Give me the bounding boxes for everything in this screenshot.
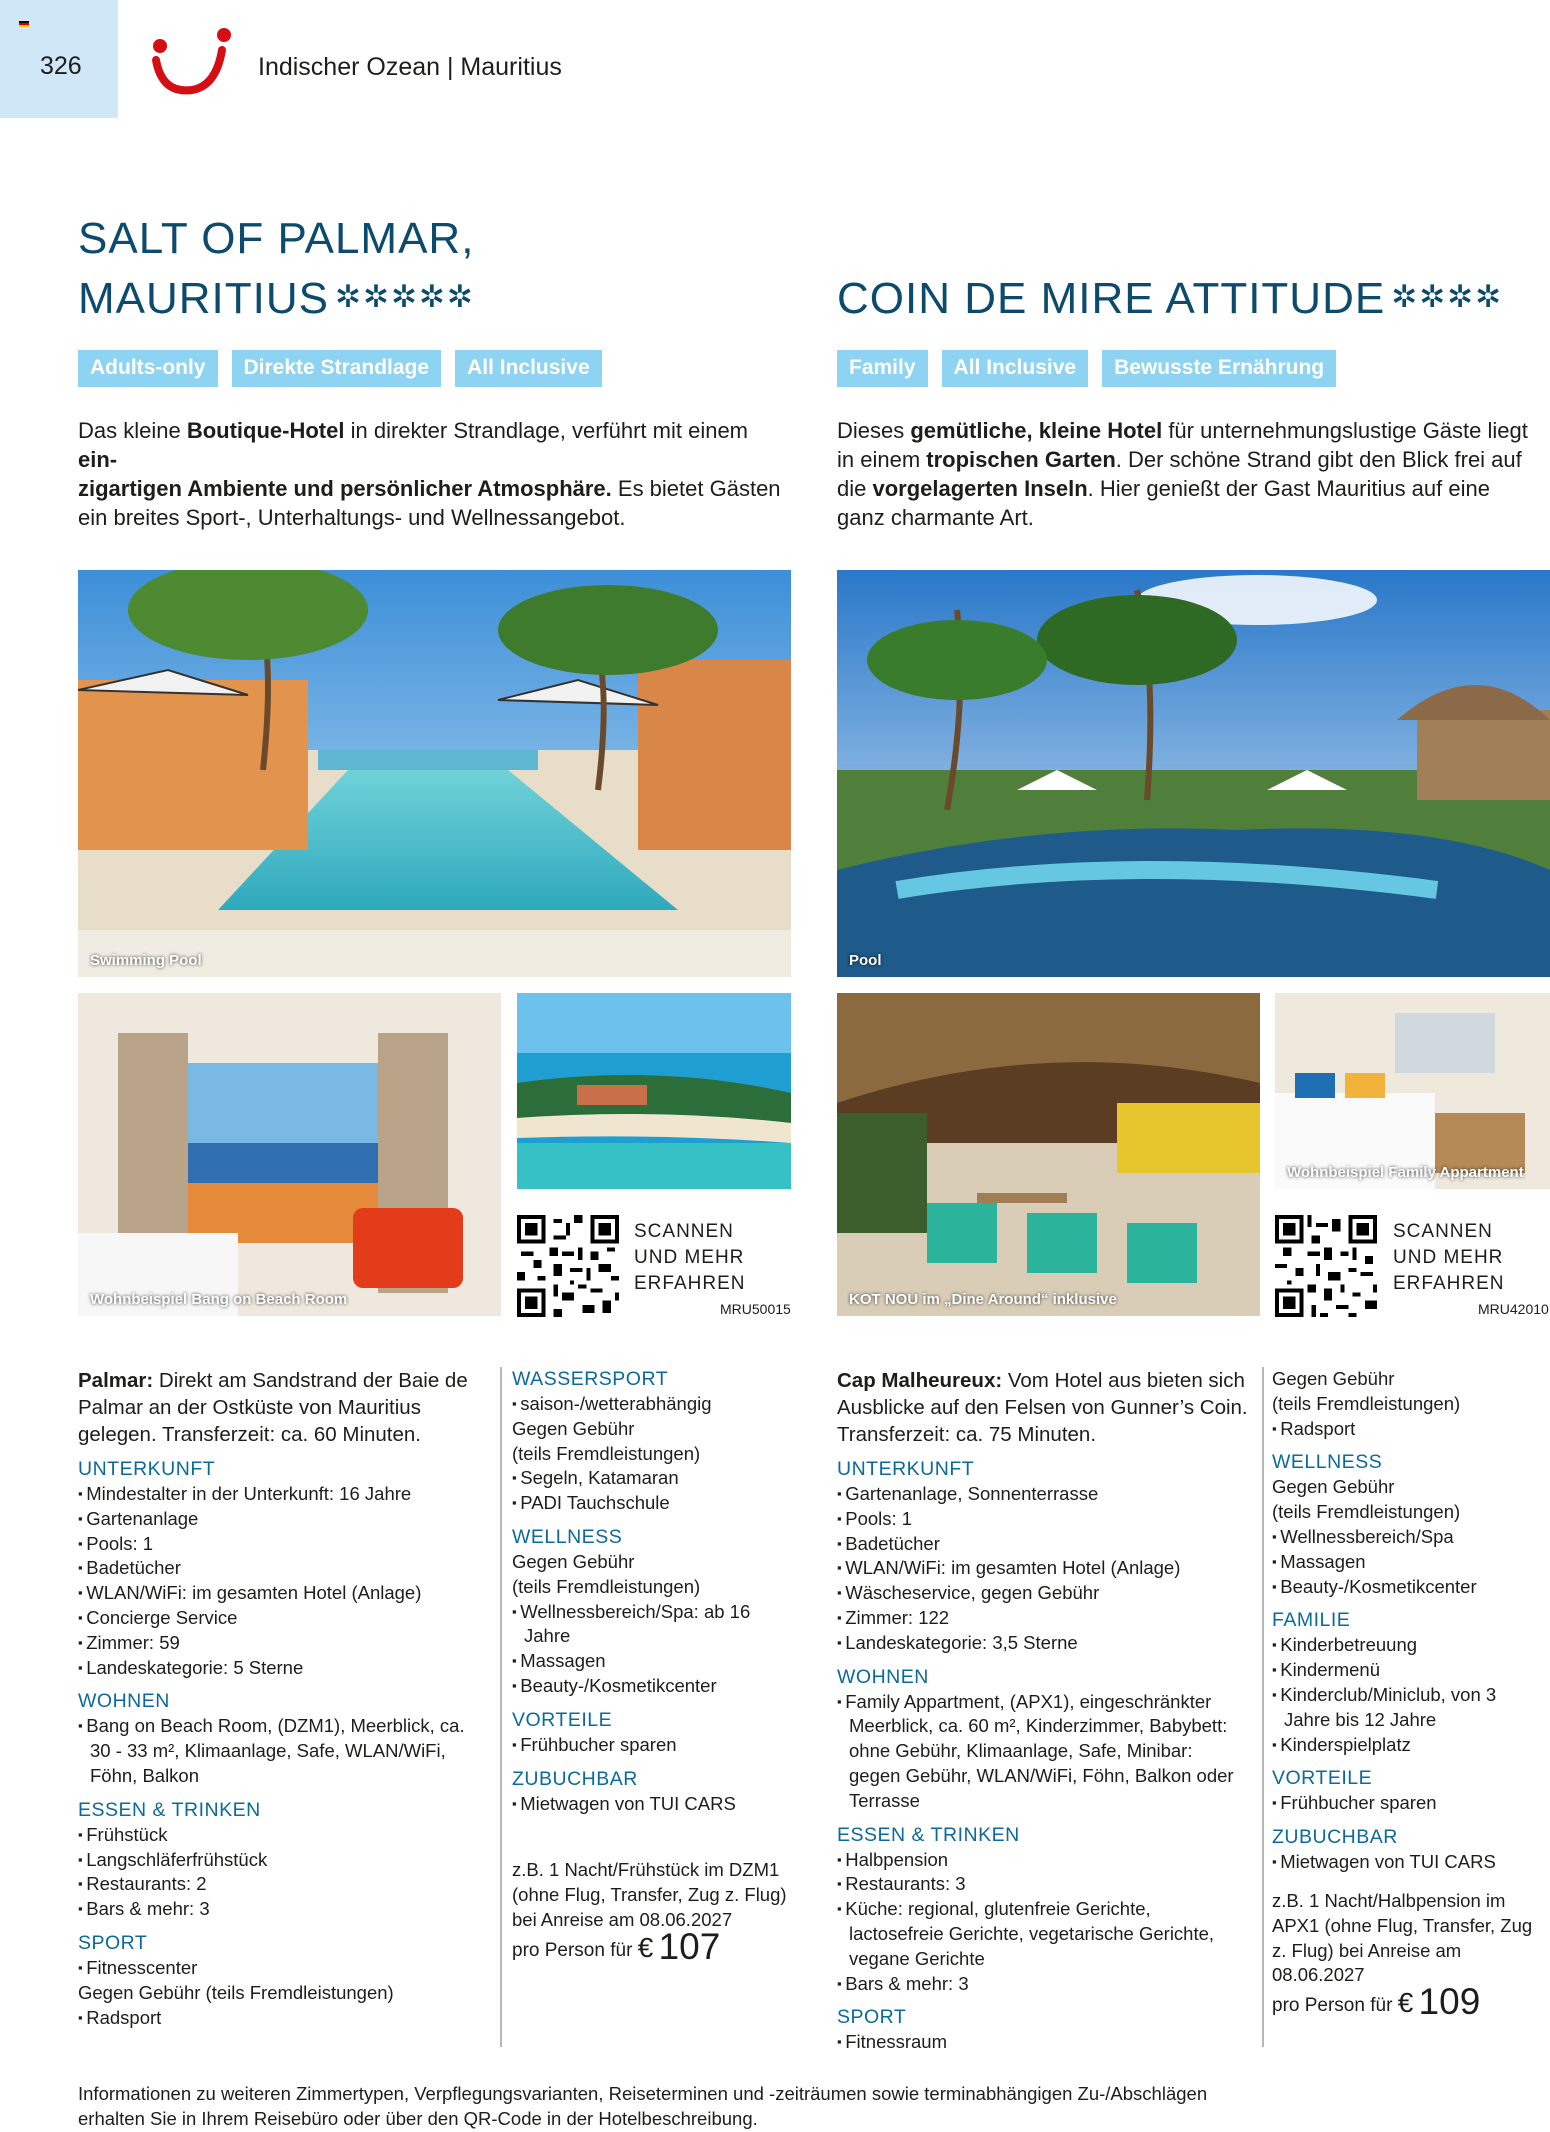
list-item: ▪ Kinderbetreuung	[1272, 1633, 1542, 1658]
hotel1-wohnen-list	[78, 1714, 490, 1788]
list-item: ▪ Massagen	[512, 1649, 792, 1674]
hotel1-price-value: 107	[658, 1925, 721, 1967]
hotel1-wasser-list	[512, 1392, 792, 1417]
hotel2-sport-fee: Gegen Gebühr	[1272, 1368, 1395, 1389]
pool-image	[837, 570, 1550, 977]
room-image	[78, 993, 501, 1316]
hotel2-price: pro Person für € 109	[1272, 1981, 1481, 2023]
footer-note: Informationen zu weiteren Zimmertypen, Verpflegungsvarianten, Reiseterminen und -zeiträumen sowie terminabhängigen Zu-/Abschlägen erhalten Sie in Ihrem Reisebüro oder über den QR-Code in der Hotelbeschreibung.	[78, 2083, 1208, 2129]
list-item: ▪ Langschläferfrühstück	[78, 1848, 490, 1873]
list-item: ▪ Landeskategorie: 3,5 Sterne	[837, 1631, 1249, 1656]
hotel2-restaurant-caption: KOT NOU im „Dine Around“ inklusive	[849, 1291, 1117, 1308]
hotel2-restaurant-photo	[837, 993, 1260, 1316]
list-item: ▪ Badetücher	[78, 1556, 490, 1581]
list-item: ▪ Zimmer: 59	[78, 1631, 490, 1656]
list-item: ▪ Gartenanlage	[78, 1507, 490, 1532]
hotel1-wasser-heading: WASSERSPORT	[512, 1368, 669, 1390]
divider	[1262, 1367, 1264, 2047]
list-item: ▪ Beauty-/Kosmetikcenter	[512, 1674, 792, 1699]
tui-logo	[150, 28, 236, 98]
hotel2-intro: Dieses gemütliche, kleine Hotel für unternehmungslustige Gäste liegt in einem tropischen Garten. Der schöne Strand gibt den Blick frei auf die vorgelagerten Inseln. Hier genießt der Gast Mauritius auf eine ganz charmante Art.	[837, 418, 1528, 530]
list-item: ▪ Küche: regional, glutenfreie Gerichte, lactosefreie Gerichte, vegetarische Gerichte, vegane Gerichte	[837, 1897, 1249, 1971]
hotel1-wasser-fee: Gegen Gebühr	[512, 1417, 635, 1439]
list-item: ▪ Bars & mehr: 3	[78, 1897, 490, 1922]
list-item: ▪ Family Appartment, (APX1), eingeschränkter Meerblick, ca. 60 m², Kinderzimmer, Babybett: ohne Gebühr, Klimaanlage, Safe, Minibar: gegen Gebühr, WLAN/WiFi, Föhn, Balkon oder Terrasse	[837, 1690, 1249, 1814]
hotel2-wohnen-heading: WOHNEN	[837, 1665, 929, 1688]
hotel2-essen-list	[837, 1848, 1249, 1997]
list-item: ▪ Wäscheservice, gegen Gebühr	[837, 1581, 1249, 1606]
hotel1-pool-photo	[78, 570, 791, 977]
hotel2-title-text: COIN DE MIRE ATTITUDE	[837, 274, 1386, 323]
hotel1-wellness-list	[512, 1600, 792, 1699]
hotel1-essen-heading: ESSEN & TRINKEN	[78, 1798, 261, 1821]
list-item: ▪ Massagen	[1272, 1550, 1542, 1575]
hotel1-wellness-heading: WELLNESS	[512, 1525, 623, 1548]
aerial-image	[517, 993, 791, 1189]
hotel2-zubuchbar-heading: ZUBUCHBAR	[1272, 1826, 1398, 1849]
hotel2-wellness-heading: WELLNESS	[1272, 1451, 1383, 1474]
hotel2-wellness-fee-note: (teils Fremdleistungen)	[1272, 1501, 1461, 1523]
restaurant-image	[837, 993, 1260, 1316]
hotel1-zubuchbar-heading: ZUBUCHBAR	[512, 1767, 638, 1790]
list-item: ▪ Mietwagen von TUI CARS	[1272, 1850, 1542, 1875]
list-item: ▪ Zimmer: 122	[837, 1606, 1249, 1631]
hotel1-col-left	[78, 1367, 490, 2030]
list-item: ▪ Concierge Service	[78, 1606, 490, 1631]
hotel2-sport-list	[837, 2030, 1249, 2055]
hotel2-scan-text: SCANNEN UND MEHR ERFAHREN	[1393, 1221, 1505, 1294]
list-item: ▪ Radsport	[1272, 1417, 1542, 1442]
list-item: ▪ Pools: 1	[837, 1507, 1249, 1532]
list-item: ▪ Pools: 1	[78, 1532, 490, 1557]
hotel1-vorteile-list	[512, 1733, 792, 1758]
section-title: Indischer Ozean | Mauritius	[258, 53, 562, 81]
list-item: ▪ Segeln, Katamaran	[512, 1466, 792, 1491]
hotel1-room-photo	[78, 993, 501, 1316]
hotel1-col-right	[512, 1367, 792, 1967]
hotel2-unterkunft-list	[837, 1482, 1249, 1656]
hotel1-tags	[78, 350, 602, 387]
hotel1-scan-text: SCANNEN UND MEHR ERFAHREN	[634, 1221, 746, 1294]
hotel1-pool-caption: Swimming Pool	[90, 952, 202, 969]
list-item: ▪ WLAN/WiFi: im gesamten Hotel (Anlage)	[837, 1556, 1249, 1581]
list-item: ▪ Kinderclub/Miniclub, von 3 Jahre bis 12 Jahre	[1272, 1683, 1542, 1733]
hotel1-price: pro Person für € 107	[512, 1925, 721, 1967]
hotel2-price-value: 109	[1418, 1981, 1481, 2023]
hotel1-qr-code[interactable]	[517, 1215, 619, 1317]
hotel2-code: MRU42010	[1478, 1301, 1549, 1317]
list-item: ▪ Badetücher	[837, 1532, 1249, 1557]
list-item: ▪ Radsport	[78, 2006, 490, 2031]
hotel1-code: MRU50015	[720, 1301, 791, 1317]
list-item: ▪ Restaurants: 3	[837, 1872, 1249, 1897]
hotel2-room-photo	[1275, 993, 1550, 1189]
list-item: ▪ Wellnessbereich/Spa	[1272, 1525, 1542, 1550]
hotel1-unterkunft-heading: UNTERKUNFT	[78, 1458, 216, 1480]
hotel1-sport-heading: SPORT	[78, 1931, 148, 1954]
list-item: ▪ Halbpension	[837, 1848, 1249, 1873]
hotel1-vorteile-heading: VORTEILE	[512, 1708, 613, 1731]
hotel1-price-note: z.B. 1 Nacht/Frühstück im DZM1 (ohne Flug, Transfer, Zug z. Flug) bei Anreise am 08.06.2027	[512, 1859, 787, 1930]
pool-image	[78, 570, 791, 977]
list-item: ▪ Frühstück	[78, 1823, 490, 1848]
hotel1-wohnen-heading: WOHNEN	[78, 1690, 170, 1713]
hotel2-stars-icon: ✲✲✲✲	[1391, 279, 1504, 314]
hotel2-price-note: z.B. 1 Nacht/Halbpension im APX1 (ohne Flug, Transfer, Zug z. Flug) bei Anreise am 08.06.2027	[1272, 1889, 1533, 1986]
list-item: ▪ Mindestalter in der Unterkunft: 16 Jahre	[78, 1482, 490, 1507]
list-item: ▪ Restaurants: 2	[78, 1872, 490, 1897]
list-item: ▪ Frühbucher sparen	[512, 1733, 792, 1758]
hotel1-wellness-fee-note: (teils Fremdleistungen)	[512, 1575, 701, 1597]
tag-direkte-strandlage: Direkte Strandlage	[232, 350, 442, 387]
hotel1-wasser-list-2	[512, 1466, 792, 1516]
hotel2-familie-heading: FAMILIE	[1272, 1609, 1351, 1632]
list-item: ▪ Landeskategorie: 5 Sterne	[78, 1656, 490, 1681]
tag-all-inclusive: All Inclusive	[942, 350, 1089, 387]
hotel1-room-caption: Wohnbeispiel Bang on Beach Room	[90, 1291, 348, 1308]
hotel1-intro: Das kleine Boutique-Hotel in direkter Strandlage, verführt mit einem ein- zigartigen Ambiente und persönlicher Atmosphäre. Es bietet Gästen ein breites Sport-, Unterhaltungs- und Wellnessangebot.	[78, 418, 781, 530]
hotel1-title-line2: MAURITIUS	[78, 274, 329, 323]
hotel2-zubuchbar-list	[1272, 1850, 1542, 1875]
hotel2-sport-heading: SPORT	[837, 2006, 907, 2029]
list-item: ▪ Fitnessraum	[837, 2030, 1249, 2055]
hotel1-stars-icon: ✲✲✲✲✲	[335, 279, 475, 314]
hotel1-unterkunft-list	[78, 1482, 490, 1680]
hotel1-wellness-fee: Gegen Gebühr	[512, 1550, 635, 1572]
family-room-image	[1275, 993, 1550, 1189]
hotel2-room-caption: Wohnbeispiel Family Appartment	[1287, 1164, 1524, 1181]
hotel2-vorteile-heading: VORTEILE	[1272, 1767, 1373, 1790]
hotel2-vorteile-list	[1272, 1791, 1542, 1816]
hotel2-wohnen-list	[837, 1690, 1249, 1814]
list-item: ▪ Mietwagen von TUI CARS	[512, 1792, 792, 1817]
flag-icon	[19, 21, 29, 28]
hotel1-sport-list	[78, 1956, 490, 1981]
hotel2-sport-fee-note: (teils Fremdleistungen)	[1272, 1392, 1461, 1414]
divider	[500, 1367, 502, 2047]
list-item: ▪ Wellnessbereich/Spa: ab 16 Jahre	[512, 1600, 792, 1650]
tag-family: Family	[837, 350, 928, 387]
list-item: ▪ Bars & mehr: 3	[837, 1972, 1249, 1997]
hotel1-sport-list-2	[78, 2006, 490, 2031]
hotel2-qr-code[interactable]	[1275, 1215, 1377, 1317]
hotel2-wellness-fee: Gegen Gebühr	[1272, 1476, 1395, 1498]
hotel2-tags	[837, 350, 1336, 387]
hotel2-title	[837, 268, 1503, 328]
page-number: 326	[40, 52, 82, 80]
hotel1-wasser-fee-note: (teils Fremdleistungen)	[512, 1442, 701, 1464]
hotel1-zubuchbar-list	[512, 1792, 792, 1817]
list-item: ▪ WLAN/WiFi: im gesamten Hotel (Anlage)	[78, 1581, 490, 1606]
hotel1-title	[78, 210, 475, 328]
list-item: ▪ Gartenanlage, Sonnenterrasse	[837, 1482, 1249, 1507]
hotel2-sport-list-2	[1272, 1417, 1542, 1442]
tag-bewusste-ernaehrung: Bewusste Ernährung	[1102, 350, 1336, 387]
hotel2-unterkunft-heading: UNTERKUNFT	[837, 1458, 975, 1480]
hotel2-col-right	[1272, 1367, 1542, 2023]
hotel2-pool-photo	[837, 570, 1550, 977]
hotel2-wellness-list	[1272, 1525, 1542, 1599]
list-item: ▪ Kinderspielplatz	[1272, 1733, 1542, 1758]
list-item: ▪ Bang on Beach Room, (DZM1), Meerblick, ca. 30 - 33 m², Klimaanlage, Safe, WLAN/WiFi, Föhn, Balkon	[78, 1714, 490, 1788]
tag-adults-only: Adults-only	[78, 350, 218, 387]
list-item: ▪ Fitnesscenter	[78, 1956, 490, 1981]
list-item: ▪ PADI Tauchschule	[512, 1491, 792, 1516]
hotel2-essen-heading: ESSEN & TRINKEN	[837, 1823, 1020, 1846]
page-number-box	[0, 0, 118, 118]
hotel1-sport-fee: Gegen Gebühr (teils Fremdleistungen)	[78, 1981, 394, 2003]
hotel1-lead: Palmar: Direkt am Sandstrand der Baie de Palmar an der Ostküste von Mauritius gelegen. Transferzeit: ca. 60 Minuten.	[78, 1369, 468, 1446]
hotel2-lead: Cap Malheureux: Vom Hotel aus bieten sich Ausblicke auf den Felsen von Gunner’s Coin. Transferzeit: ca. 75 Minuten.	[837, 1369, 1248, 1446]
hotel2-pool-caption: Pool	[849, 952, 882, 969]
list-item: ▪ saison-/wetterabhängig	[512, 1392, 792, 1417]
hotel1-essen-list	[78, 1823, 490, 1922]
hotel2-familie-list	[1272, 1633, 1542, 1757]
list-item: ▪ Beauty-/Kosmetikcenter	[1272, 1575, 1542, 1600]
list-item: ▪ Frühbucher sparen	[1272, 1791, 1542, 1816]
hotel2-col-left	[837, 1367, 1249, 2055]
hotel1-title-line1: SALT OF PALMAR,	[78, 214, 475, 263]
list-item: ▪ Kindermenü	[1272, 1658, 1542, 1683]
hotel1-aerial-photo	[517, 993, 791, 1189]
tag-all-inclusive: All Inclusive	[455, 350, 602, 387]
